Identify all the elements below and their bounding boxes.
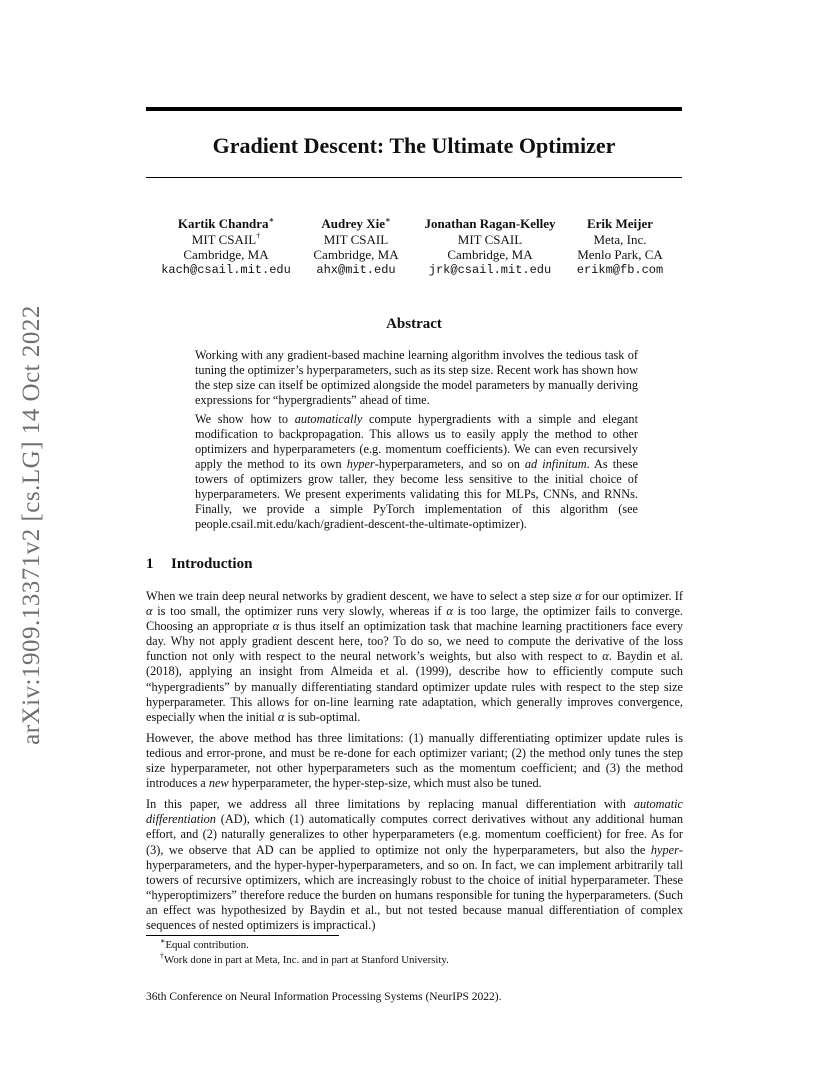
- intro-paragraph: When we train deep neural networks by gradient descent, we have to select a step size α for our optimizer. If α is too small, the optimizer runs very slowly, whereas if α is too large, the optimizer fails to converge. Choosing an appropriate α is thus itself an optimization task that machine learning practitioners face every day. Why not apply gradient descent here, too? To do so, we need to compute the derivative of the loss function not only with respect to the neural network’s weights, but also with respect to α. Baydin et al. (2018), applying an insight from Almeida et al. (1999), describe how to efficiently compute such “hypergradients” by manually differentiating standard optimizer update rules with respect to the step size hyperparameter. This allows for on-line learning rate adaptation, which generally improves convergence, especially when the initial α is sub-optimal.: [146, 589, 683, 724]
- abstract-body: [195, 348, 638, 536]
- author-block: [0, 216, 828, 280]
- author-email: jrk@csail.mit.edu: [428, 262, 552, 277]
- footnote-affiliation: †Work done in part at Meta, Inc. and in part at Stanford University.: [160, 950, 449, 966]
- author-location: Cambridge, MA: [313, 247, 399, 262]
- author-location: Cambridge, MA: [447, 247, 533, 262]
- author-location: Cambridge, MA: [183, 247, 269, 262]
- title-bottom-rule: [146, 177, 682, 178]
- arxiv-stamp: [2, 290, 62, 760]
- section-title: Introduction: [171, 556, 253, 572]
- footnote-rule: [146, 935, 339, 936]
- section-number: 1: [146, 556, 154, 572]
- author-affiliation: MIT CSAIL†: [191, 231, 261, 247]
- author-xie: [302, 216, 410, 278]
- title-top-rule: [146, 107, 682, 111]
- author-affiliation: Meta, Inc.: [593, 231, 647, 247]
- abstract-paragraph: We show how to automatically compute hypergradients with a simple and elegant modification to backpropagation. This allows us to easily apply the method to other optimizers and hyperparameters (e.g. momentum coefficients). We can even recursively apply the method to its own hyper-hyperparameters, and so on ad infinitum. As these towers of optimizers grow taller, they become less sensitive to the initial choice of hyperparameters. We present experiments validating this for MLPs, CNNs, and RNNs. Finally, we provide a simple PyTorch implementation of this algorithm (see people.csail.mit.edu/kach/gradient-descent-the-ultimate-optimizer).: [195, 412, 638, 531]
- arxiv-stamp-text: arXiv:1909.13371v2 [cs.LG] 14 Oct 2022: [18, 305, 45, 745]
- footnotes: [160, 938, 680, 967]
- author-name: Erik Meijer: [586, 216, 654, 231]
- author-affiliation: MIT CSAIL: [323, 231, 389, 247]
- abstract-paragraph: Working with any gradient-based machine learning algorithm involves the tedious task of tuning the optimizer’s hyperparameters, such as its step size. Recent work has shown how the step size can itself be optimized alongside the model parameters by manually deriving expressions for “hypergradients” ahead of time.: [195, 348, 638, 407]
- author-email: ahx@mit.edu: [316, 262, 396, 277]
- author-name: Kartik Chandra∗: [177, 215, 275, 231]
- author-name: Audrey Xie∗: [321, 215, 391, 231]
- author-meijer: [566, 216, 674, 278]
- conference-note: 36th Conference on Neural Information Processing Systems (NeurIPS 2022).: [146, 991, 502, 1003]
- author-location: Menlo Park, CA: [577, 247, 663, 262]
- author-email: kach@csail.mit.edu: [161, 262, 291, 277]
- intro-paragraph: In this paper, we address all three limitations by replacing manual differentiation with automatic differentiation (AD), which (1) automatically computes correct derivatives without any additional human effort, and (2) naturally generalizes to other hyperparameters (e.g. momentum coefficient) for free. As for (3), we observe that AD can be applied to optimize not only the hyperparameters, but also the hyper-hyperparameters, and the hyper-hyper-hyperparameters, and so on. In fact, we can implement arbitrarily tall towers of recursive optimizers, which are increasingly robust to the choice of initial hyperparameter. These “hyperoptimizers” therefore reduce the burden on humans responsible for tuning the hyperparameters. (Such an effect was hypothesized by Baydin et al., but not tested because manual differentiation of complex sequences of nested optimizers is impractical.): [146, 797, 683, 932]
- footnote-equal-contribution: ∗Equal contribution.: [160, 936, 249, 951]
- author-name: Jonathan Ragan-Kelley: [424, 216, 556, 231]
- section-heading: [146, 555, 686, 573]
- author-affiliation: MIT CSAIL: [457, 231, 523, 247]
- paper-title: Gradient Descent: The Ultimate Optimizer: [212, 133, 616, 158]
- author-ragan-kelley: [413, 216, 567, 278]
- author-email: erikm@fb.com: [576, 262, 664, 277]
- introduction-body: [146, 589, 683, 939]
- intro-paragraph: However, the above method has three limitations: (1) manually differentiating optimizer update rules is tedious and error-prone, and must be re-done for each optimizer variant; (2) the method only tunes the step size hyperparameter, not other hyperparameters such as the momentum coefficient; and (3) the method introduces a new hyperparameter, the hyper-step-size, which must also be tuned.: [146, 730, 683, 791]
- author-chandra: [150, 216, 302, 278]
- abstract-heading: Abstract: [386, 316, 442, 332]
